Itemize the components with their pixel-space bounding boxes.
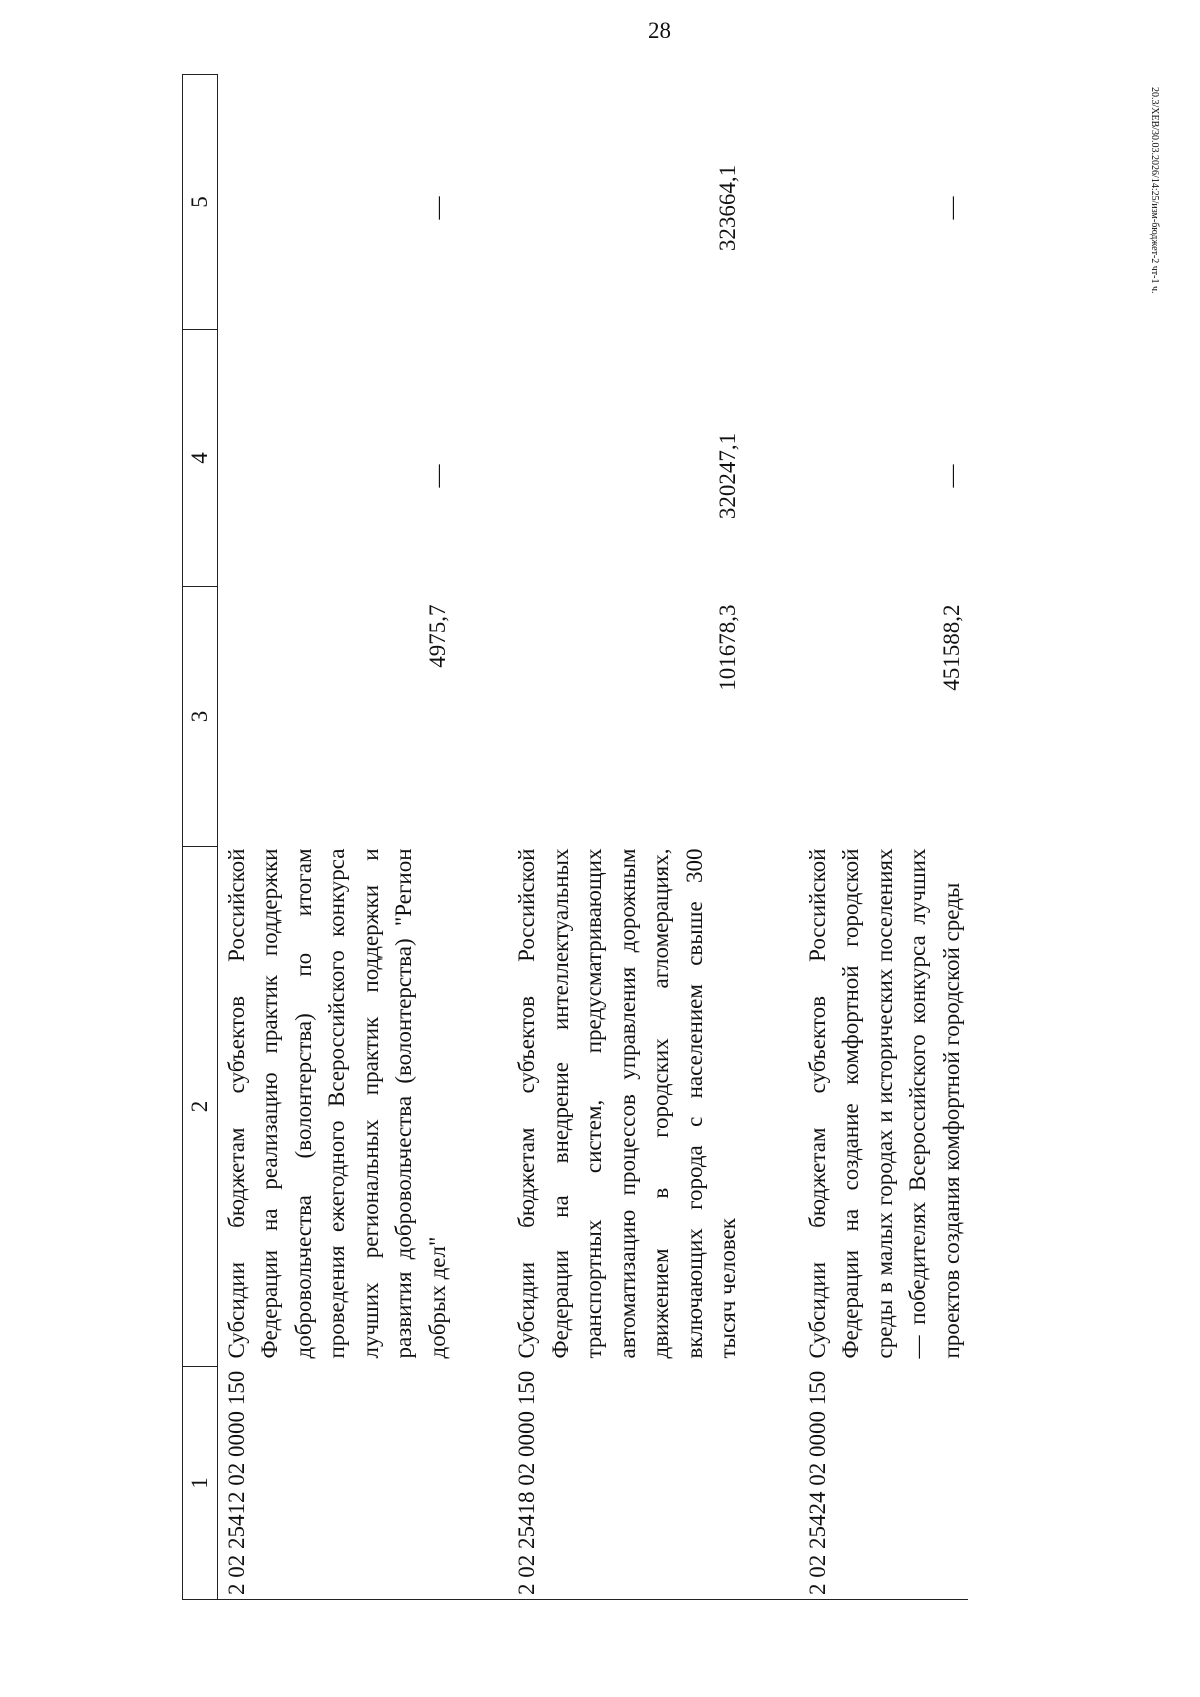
row-spacer — [745, 75, 799, 1600]
table-row — [508, 75, 745, 1600]
row-code: 2 02 25424 02 0000 150 — [799, 1367, 969, 1600]
table-row — [217, 75, 454, 1600]
row-code: 2 02 25418 02 0000 150 — [508, 1367, 745, 1600]
row-value-col4: — — [938, 464, 964, 488]
header-col-4: 4 — [183, 330, 218, 587]
row-spacer — [454, 75, 508, 1600]
row-description: Субсидии бюджетам субъектов Российской Федерации на создание комфортной городской среды в малых городах и исторических поселениях — победителях Всероссийского конкурса лучших проектов создания комфортной городской среды — [804, 848, 964, 1359]
header-col-5: 5 — [183, 75, 218, 330]
row-value-col4: 320247,1 — [715, 432, 740, 520]
budget-table-rotated — [182, 75, 1200, 1600]
table-header-row — [183, 75, 218, 1600]
header-col-3: 3 — [183, 587, 218, 847]
row-description: Субсидии бюджетам субъектов Российской Федерации на реализацию практик поддержки добровольчества (волонтерства) по итогам проведения ежегодного Всероссийского конкурса лучших региональных практик поддержки и развития добровольчества (волонтерства) "Регион добрых дел" — [223, 848, 450, 1359]
header-col-1: 1 — [183, 1367, 218, 1600]
row-value-col3: 451588,2 — [938, 604, 964, 691]
row-value-col5: 323664,1 — [715, 164, 740, 252]
row-value-col5: — — [424, 196, 450, 220]
row-value-col5: — — [938, 196, 964, 220]
header-col-2: 2 — [183, 847, 218, 1367]
row-value-col3: 101678,3 — [715, 604, 740, 691]
budget-table — [182, 74, 968, 1600]
row-code: 2 02 25412 02 0000 150 — [217, 1367, 454, 1600]
row-description: Субсидии бюджетам субъектов Российской Федерации на внедрение интеллектуальных транспортных систем, предусматривающих автоматизацию процессов управления дорожным движением в городских агломерациях, включающих города с населением свыше 300 тысяч человек — [514, 848, 740, 1359]
document-footer-note: 20.3/ХЕВ/30.03.2026/14:25/изм-бюджет-2 чт-1 ч. — [1149, 87, 1160, 294]
row-value-col3: 4975,7 — [424, 604, 450, 668]
page-number: 28 — [648, 18, 671, 43]
row-value-col4: — — [424, 464, 450, 488]
table-row — [799, 75, 969, 1600]
